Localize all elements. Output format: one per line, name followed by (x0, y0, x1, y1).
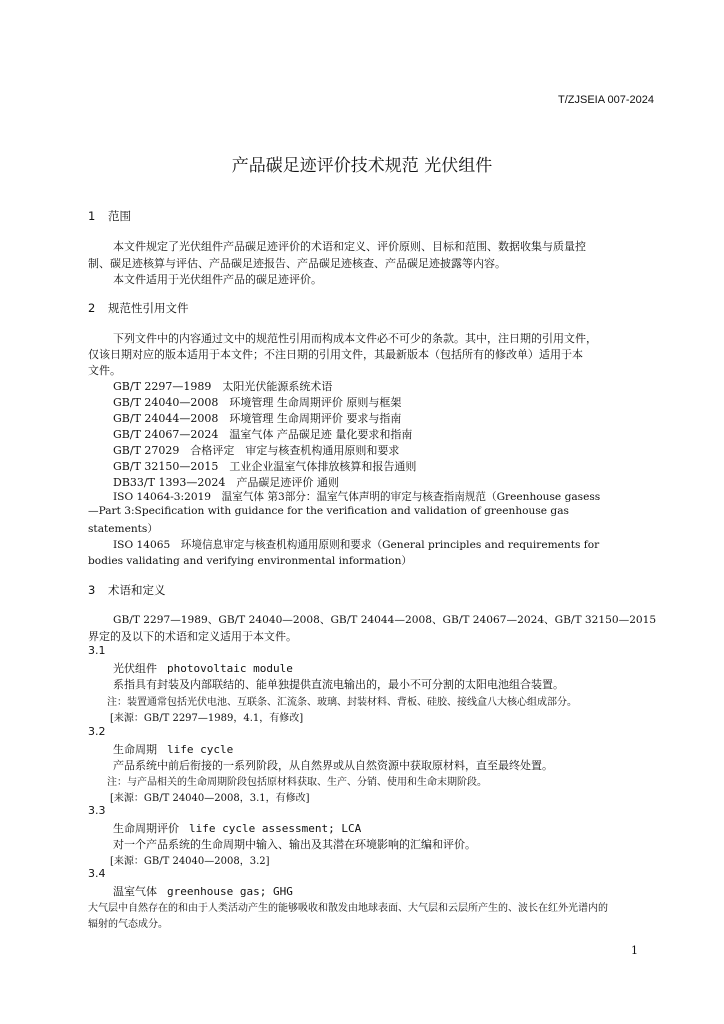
term-en: life cycle (167, 743, 234, 756)
paragraph-line: 本文件规定了光伏组件产品碳足迹评价的术语和定义、评价原则、目标和范围、数据收集与质量控 (113, 240, 586, 253)
term-note: 注：装置通常包括光伏电池、互联条、汇流条、玻璃、封装材料、背板、硅胶、接线盒八大核心组成部分。 (107, 697, 577, 708)
term-definition: 对一个产品系统的生命周期中输入、输出及其潜在环境影响的汇编和评价。 (113, 838, 476, 851)
term-number: 3.4 (88, 867, 106, 880)
section-heading-terms-definitions (88, 582, 166, 598)
term-definition: 系指具有封装及内部联结的、能单独提供直流电输出的，最小不可分割的太阳电池组合装置。 (113, 678, 564, 691)
section-title: 范围 (108, 209, 131, 223)
page-number: 1 (631, 944, 638, 957)
term-heading (113, 741, 233, 757)
term-note: 注：与产品相关的生命周期阶段包括原材料获取、生产、分销、使用和生命末期阶段。 (107, 777, 487, 788)
term-definition: 大气层中自然存在的和由于人类活动产生的能够吸收和散发由地球表面、大气层和云层所产生的、波长在红外光谱内的 (88, 903, 608, 914)
term-definition: 产品系统中前后衔接的一系列阶段，从自然界或从自然资源中获取原材料，直至最终处置。 (113, 759, 553, 772)
term-zh: 温室气体 (113, 885, 157, 898)
paragraph-line: 界定的及以下的术语和定义适用于本文件。 (88, 630, 297, 643)
paragraph-line: 制、碳足迹核算与评估、产品碳足迹报告、产品碳足迹核查、产品碳足迹披露等内容。 (88, 257, 506, 270)
reference-item: GB/T 27029 合格评定 审定与核查机构通用原则和要求 (113, 444, 400, 457)
section-heading-scope (88, 208, 131, 224)
term-en: greenhouse gas; GHG (167, 885, 293, 898)
reference-item: GB/T 24067—2024 温室气体 产品碳足迹 量化要求和指南 (113, 428, 413, 441)
term-heading (113, 820, 361, 836)
term-zh: 生命周期 (113, 743, 157, 756)
term-number: 3.3 (88, 804, 106, 817)
paragraph-line: 下列文件中的内容通过文中的规范性引用而构成本文件必不可少的条款。其中，注日期的引用文件， (113, 332, 597, 345)
term-number: 3.2 (88, 725, 106, 738)
reference-item: GB/T 24044—2008 环境管理 生命周期评价 要求与指南 (113, 412, 402, 425)
term-en: photovoltaic module (167, 662, 293, 675)
term-en: life cycle assessment; LCA (189, 822, 362, 835)
section-title: 规范性引用文件 (108, 301, 189, 315)
reference-item-iso14064-cont: —Part 3:Specification with guidance for the verification and validation of greenhouse gas (88, 505, 569, 517)
term-number: 3.1 (88, 644, 106, 657)
term-heading (113, 660, 293, 676)
reference-item: GB/T 2297—1989 太阳光伏能源系统术语 (113, 380, 333, 393)
term-source: [来源：GB/T 24040—2008，3.1，有修改] (110, 793, 310, 804)
paragraph-line: 本文件适用于光伏组件产品的碳足迹评价。 (113, 273, 322, 286)
term-heading (113, 883, 293, 899)
section-title: 术语和定义 (108, 583, 166, 597)
reference-item: GB/T 32150—2015 工业企业温室气体排放核算和报告通则 (113, 460, 417, 473)
document-title: 产品碳足迹评价技术规范 光伏组件 (231, 156, 493, 176)
reference-item: GB/T 24040—2008 环境管理 生命周期评价 原则与框架 (113, 396, 402, 409)
paragraph-line: GB/T 2297—1989、GB/T 24040—2008、GB/T 24044—2008、GB/T 24067—2024、GB/T 32150—2015 (113, 614, 657, 626)
term-zh: 光伏组件 (113, 662, 157, 675)
reference-item-iso14064-cont: statements） (88, 523, 158, 535)
term-source: [来源：GB/T 2297—1989，4.1，有修改] (110, 713, 304, 724)
reference-item: DB33/T 1393—2024 产品碳足迹评价 通则 (113, 476, 339, 489)
document-code: T/ZJSEIA 007-2024 (558, 94, 654, 106)
section-heading-normative-references (88, 300, 189, 316)
reference-item-iso14065: ISO 14065 环境信息审定与核查机构通用原则和要求（General principles and requirements for (113, 539, 600, 551)
paragraph-line: 文件。 (88, 364, 121, 377)
term-source: [来源：GB/T 24040—2008，3.2] (110, 856, 270, 867)
paragraph-line: 仅该日期对应的版本适用于本文件；不注日期的引用文件，其最新版本（包括所有的修改单）适用于本 (88, 348, 583, 361)
section-number: 2 (88, 301, 96, 315)
term-definition: 辐射的气态成分。 (88, 919, 168, 930)
reference-item-iso14065-cont: bodies validating and verifying environmental information） (88, 555, 413, 567)
section-number: 3 (88, 583, 96, 597)
reference-item-iso14064: ISO 14064-3:2019 温室气体 第3部分：温室气体声明的审定与核查指南规范（Greenhouse gasess (113, 491, 601, 503)
term-zh: 生命周期评价 (113, 822, 179, 835)
section-number: 1 (88, 209, 96, 223)
